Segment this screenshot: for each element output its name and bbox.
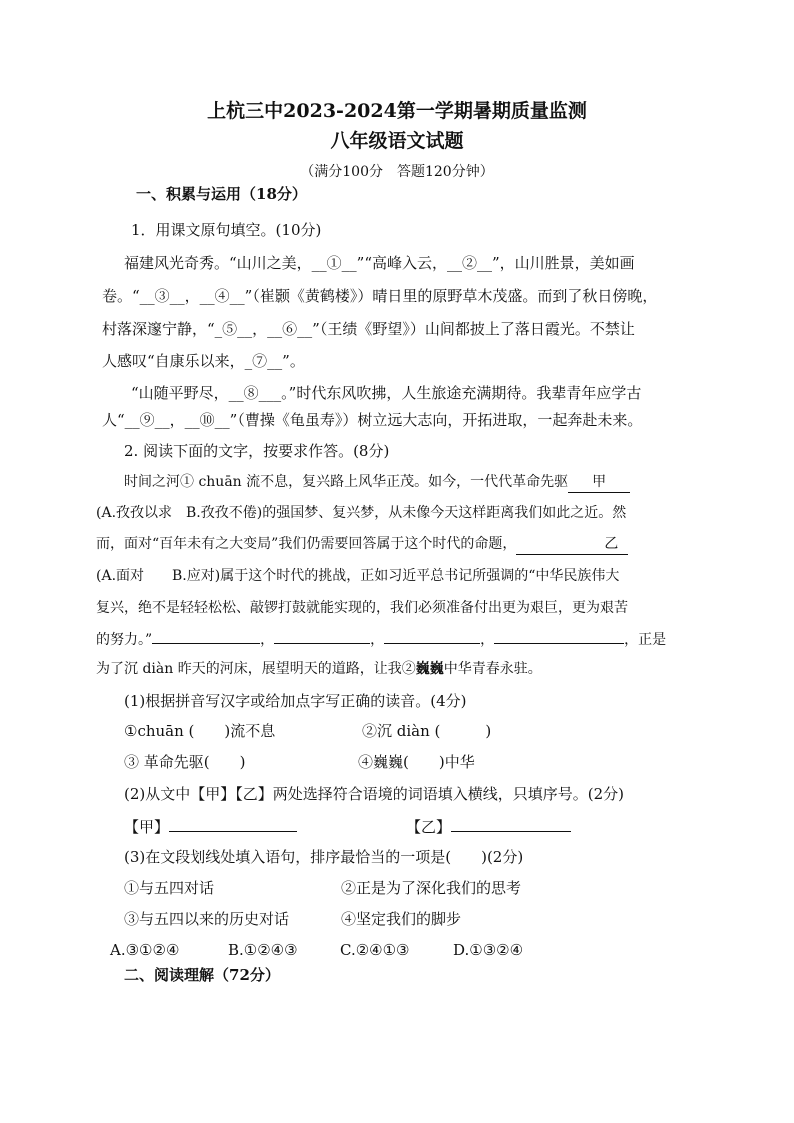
sub3-label: (3)在文段划线处填入语句，排序最恰当的一项是( )(2分)	[124, 848, 524, 866]
sub3-option-a[interactable]: A.③①②④	[110, 941, 180, 959]
sub2-label: (2)从文中【甲】【乙】两处选择符合语境的词语填入横线，只填序号。(2分)	[124, 785, 624, 803]
sub1-item-b: ②沉 diàn ( )	[362, 722, 492, 740]
passage-text: 为了沉 diàn 昨天的河床，展望明天的道路，让我②	[96, 661, 416, 677]
sub3-sentence-3: ③与五四以来的历史对话	[124, 910, 290, 928]
score-info: （满分100分 答题120分钟）	[300, 164, 494, 180]
section-2-heading: 二、阅读理解（72分）	[124, 966, 280, 984]
passage-text: 的努力。”	[96, 632, 153, 648]
dotted-char: 驱	[554, 474, 569, 490]
q1-line: 村落深邃宁静，“_⑤__，__⑥__”（王绩《野望》）山间都披上了落日霞光。不禁让	[102, 320, 635, 338]
exam-subtitle: 八年级语文试题	[330, 130, 464, 152]
sub1-item-d: ④巍巍( )中华	[358, 753, 475, 771]
answer-blank[interactable]	[451, 816, 571, 832]
answer-blank[interactable]	[274, 628, 370, 644]
passage-text: 时间之河① chuān 流不息，复兴路上风华正茂。如今，一代代革命先	[124, 474, 555, 490]
q1-line: 人感叹“自康乐以来，_⑦__”。	[102, 352, 305, 370]
sub2-yi-label: 【乙】	[406, 818, 452, 836]
passage-text: 中华青春永驻。	[443, 661, 542, 677]
q1-line: 福建风光奇秀。“山川之美，__①__”“高峰入云，__②__”，山川胜景，美如画	[124, 254, 635, 272]
passage-line: (A.孜孜以求 B.孜孜不倦)的强国梦、复兴梦，从未像今天这样距离我们如此之近。然	[96, 505, 627, 521]
q1-label: 1．用课文原句填空。(10分)	[131, 221, 322, 239]
sub3-option-c[interactable]: C.②④①③	[340, 941, 410, 959]
sub3-sentence-2: ②正是为了深化我们的思考	[341, 879, 522, 897]
answer-blank[interactable]	[384, 628, 480, 644]
passage-line	[96, 534, 628, 555]
q1-line: 人“__⑨__，__⑩__”（曹操《龟虽寿》）树立远大志向，开拓进取，一起奔赴未来。	[102, 411, 643, 429]
answer-blank[interactable]	[494, 628, 624, 644]
passage-line	[124, 472, 630, 493]
q1-line: 卷。“__③__，__④__”（崔颢《黄鹤楼》）晴日里的原野草木茂盛。而到了秋日傍晚，	[102, 287, 658, 305]
blank-yi-label: 乙	[604, 536, 619, 552]
sub2-yi	[406, 816, 571, 837]
section-1-heading: 一、积累与运用（18分）	[136, 185, 307, 203]
blank-jia	[568, 472, 630, 493]
blank-yi	[516, 534, 628, 555]
sub3-option-d[interactable]: D.①③②④	[453, 941, 524, 959]
passage-line: 的努力。” ， ， ， ，正是	[96, 628, 666, 650]
sub3-sentence-1: ①与五四对话	[124, 879, 215, 897]
sub3-sentence-4: ④坚定我们的脚步	[341, 910, 462, 928]
answer-blank[interactable]	[169, 816, 297, 832]
sub2-jia-label: 【甲】	[124, 818, 170, 836]
sub1-item-c: ③ 革命先驱( )	[124, 753, 246, 771]
answer-blank[interactable]	[152, 628, 260, 644]
q2-label: 2. 阅读下面的文字，按要求作答。(8分)	[124, 442, 390, 460]
passage-line: 复兴，绝不是轻轻松松、敲锣打鼓就能实现的，我们必须准备付出更为艰巨，更为艰苦	[96, 600, 628, 616]
dotted-chars: 巍巍	[415, 661, 444, 677]
sub1-label: (1)根据拼音写汉字或给加点字写正确的读音。(4分)	[124, 692, 467, 710]
passage-line: (A.面对 B.应对)属于这个时代的挑战，正如习近平总书记所强调的“中华民族伟大	[96, 568, 620, 584]
passage-line	[96, 659, 542, 679]
sub2-jia	[124, 816, 297, 837]
blank-jia-label: 甲	[592, 474, 607, 490]
passage-text: 而，面对“百年未有之大变局”我们仍需要回答属于这个时代的命题，	[96, 536, 517, 552]
q1-line: “山随平野尽，__⑧___。”时代东风吹拂，人生旅途充满期待。我辈青年应学古	[131, 384, 642, 402]
exam-title: 上杭三中2023-2024第一学期暑期质量监测	[207, 100, 587, 122]
sub3-option-b[interactable]: B.①②④③	[228, 941, 298, 959]
passage-text: ，正是	[624, 632, 667, 648]
sub1-item-a: ①chuān ( )流不息	[124, 722, 276, 740]
